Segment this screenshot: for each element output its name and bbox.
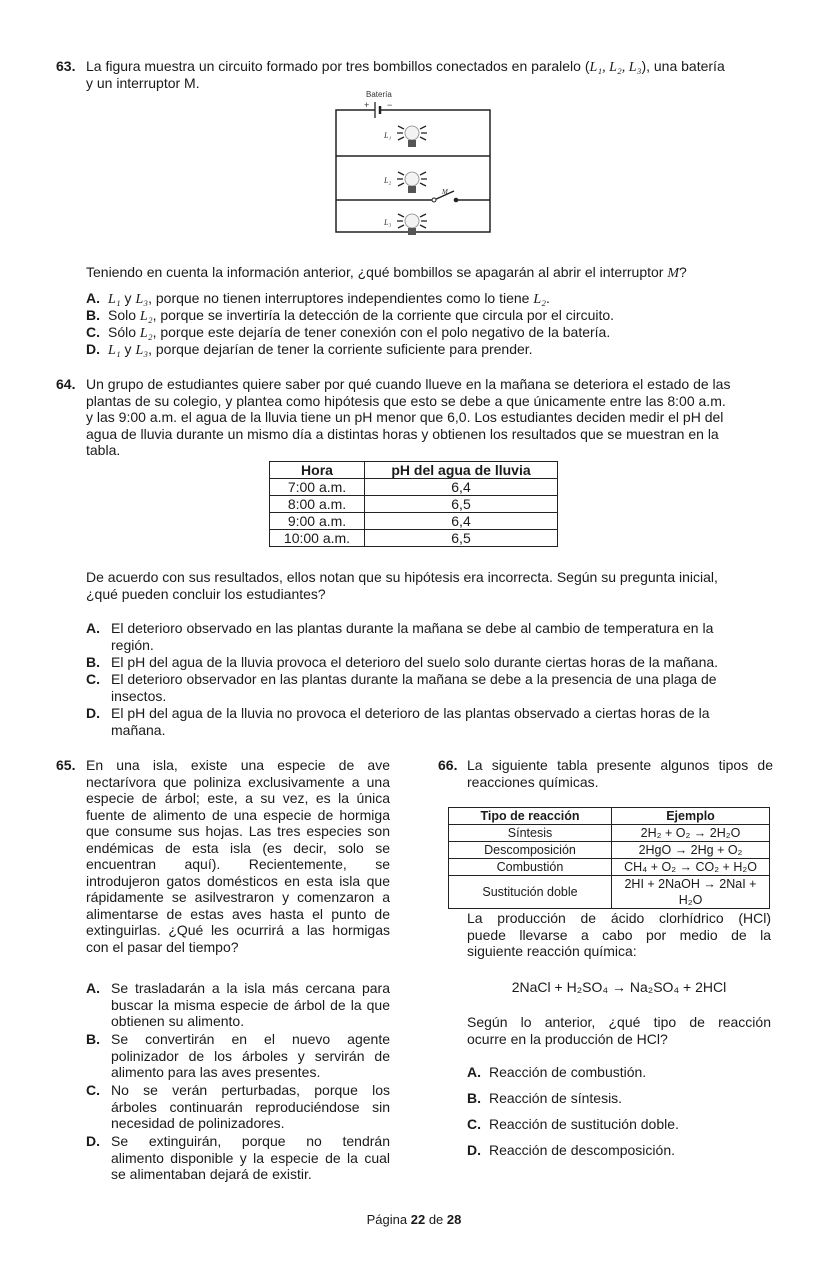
chemical-equation: 2NaCl + H₂SO₄ → Na₂SO₄ + 2HCl [511, 979, 727, 995]
question-stem-line: La siguiente tabla presente algunos tipos de [467, 757, 773, 773]
question-stem-line: introdujeron gatos domésticos en esta isla que [86, 872, 390, 889]
question-stem-line: y las 9:00 a.m. el agua de la lluvia tiene un pH menor que 6,0. Los estudiantes deciden medir el pH del [86, 409, 724, 425]
battery-plus: + [364, 100, 370, 110]
option-b[interactable]: B. Solo L₂, porque se invertiría la detección de la corriente que circula por el circuito. [86, 307, 615, 324]
question-number: 65. [56, 757, 76, 773]
question-stem-line: que consume sus hojas. Las tres especies son [86, 823, 390, 839]
page-total: 28 [446, 1212, 462, 1227]
question-stem-line: encuentran aquí). Recientemente, se [86, 856, 390, 872]
bulb-l1 [397, 126, 427, 147]
question-stem-line: con el pasar del tiempo? [86, 938, 239, 955]
option-d[interactable]: D. Reacción de descomposición. [467, 1142, 675, 1158]
hcl-paragraph: La producción de ácido clorhídrico (HCl) puede llevarse a cabo por medio de la siguiente reacción química: [467, 910, 771, 959]
option-d[interactable]: D. L₁ y L₃, porque dejarían de tener la corriente suficiente para prender. [86, 341, 533, 358]
option-d[interactable]: D. El pH del agua de la lluvia no provoca el deterioro de las plantas observado a ciertas horas de la mañana. [86, 705, 710, 738]
question-prompt: Según lo anterior, ¿qué tipo de reacción ocurre en la producción de HCl? [467, 1014, 771, 1047]
table-header: pH del agua de lluvia [365, 462, 558, 479]
option-a[interactable]: A. El deterioro observado en las plantas durante la mañana se debe al cambio de temperatura en la región. [86, 620, 714, 653]
table-row: 9:00 a.m. 6,4 [270, 513, 558, 530]
option-a[interactable]: A. L₁ y L₃, porque no tienen interruptores independientes como lo tiene L₂. [86, 290, 550, 307]
page-footer: Página 22 de 28 [366, 1212, 462, 1227]
table-row: 7:00 a.m. 6,4 [270, 479, 558, 496]
question-stem-line: fuente de alimento de una especie de hormiga [86, 806, 390, 823]
option-a[interactable]: A. Reacción de combustión. [467, 1064, 647, 1080]
question-stem-line: rápidamente se asilvestraron y comenzaron a [86, 889, 390, 905]
battery-minus: − [387, 100, 393, 110]
question-stem-line: alimentarse de estas aves hasta el punto de [86, 905, 390, 922]
question-stem-line: nectarívora que poliniza exclusivamente a una [86, 773, 390, 790]
bulb-label-l2: L₂ [384, 176, 392, 185]
table-row: Combustión CH₄ + O₂ → CO₂ + H₂O [449, 859, 770, 876]
option-d[interactable]: D. Se extinguirán, porque no tendrán alimento disponible y la especie de la cual se alimentaban dejará de existir. [86, 1133, 390, 1182]
option-b[interactable]: B. Se convertirán en el nuevo agente polinizador de los árboles y servirán de alimento para las aves presentes. [86, 1031, 390, 1080]
table-row: 10:00 a.m. 6,5 [270, 530, 558, 547]
question-stem-line: especie de árbol; este, a su vez, es la única [86, 790, 390, 806]
table-row: Síntesis 2H₂ + O₂ → 2H₂O [449, 825, 770, 842]
bulb-l2 [397, 172, 427, 193]
reaction-table [448, 807, 770, 909]
question-stem-line: plantas de su colegio, y plantea como hipótesis que esto se debe a que únicamente entre las 8:00 a.m. [86, 392, 726, 409]
question-prompt: De acuerdo con sus resultados, ellos notan que su hipótesis era incorrecta. Según su pregunta inicial, ¿qué pueden concluir los estudiantes? [86, 569, 718, 602]
option-b[interactable]: B. El pH del agua de la lluvia provoca el deterioro del suelo solo durante ciertas horas de la mañana. [86, 654, 719, 670]
ph-table [269, 461, 558, 547]
table-row: Descomposición 2HgO → 2Hg + O₂ [449, 842, 770, 859]
question-number: 63. [56, 58, 76, 74]
options-64 [86, 620, 776, 739]
battery-label: Batería [366, 90, 392, 99]
options-63 [86, 290, 786, 358]
table-header: Hora [270, 462, 365, 479]
option-a[interactable]: A. Se trasladarán a la isla más cercana para buscar la misma especie de árbol de la que obtienen su alimento. [86, 980, 390, 1029]
options-65 [86, 980, 392, 1184]
question-number: 66. [438, 757, 458, 773]
option-c[interactable]: C. No se verán perturbadas, porque los árboles continuarán reproduciéndose sin necesidad de polinizadores. [86, 1082, 390, 1131]
page-number: 22 [410, 1212, 426, 1227]
option-c[interactable]: C. Sólo L₂, porque este dejaría de tener conexión con el polo negativo de la batería. [86, 324, 611, 341]
question-stem-line: agua de lluvia durante un mismo día a distintas horas y obtienen los resultados que se muestran en la [86, 425, 719, 442]
question-stem-line: En una isla, existe una especie de ave [86, 757, 390, 773]
question-stem-line: tabla. [86, 442, 121, 458]
option-c[interactable]: C. Reacción de sustitución doble. [467, 1116, 679, 1132]
question-stem-line: extinguirlas. ¿Qué les ocurrirá a las hormigas [86, 922, 390, 938]
question-stem-line: endémicas de esta isla (es decir, solo se [86, 839, 390, 856]
table-header: Tipo de reacción [449, 808, 612, 825]
circuit-figure [330, 88, 498, 248]
option-c[interactable]: C. El deterioro observador en las plantas durante la mañana se debe a la presencia de una plaga de insectos. [86, 671, 717, 704]
question-stem-line: reacciones químicas. [467, 773, 599, 790]
table-row: 8:00 a.m. 6,5 [270, 496, 558, 513]
question-number: 64. [56, 376, 76, 392]
question-stem-line: y un interruptor M. [86, 75, 200, 91]
switch-label: M [442, 188, 448, 196]
options-66 [467, 1064, 771, 1168]
question-stem-line: Un grupo de estudiantes quiere saber por qué cuando llueve en la mañana se deteriora el estado de las [86, 376, 731, 392]
question-stem-line: La figura muestra un circuito formado por tres bombillos conectados en paralelo (L₁, L₂, L₃), una batería [86, 58, 725, 75]
question-prompt: Teniendo en cuenta la información anterior, ¿qué bombillos se apagarán al abrir el interruptor M? [86, 264, 687, 281]
table-header: Ejemplo [612, 808, 770, 825]
table-row: Sustitución doble 2HI + 2NaOH → 2NaI + H₂O [449, 876, 770, 909]
option-b[interactable]: B. Reacción de síntesis. [467, 1090, 623, 1106]
bulb-label-l1: L₁ [384, 131, 392, 140]
question-63 [56, 58, 776, 91]
bulb-label-l3: L₃ [384, 218, 392, 227]
